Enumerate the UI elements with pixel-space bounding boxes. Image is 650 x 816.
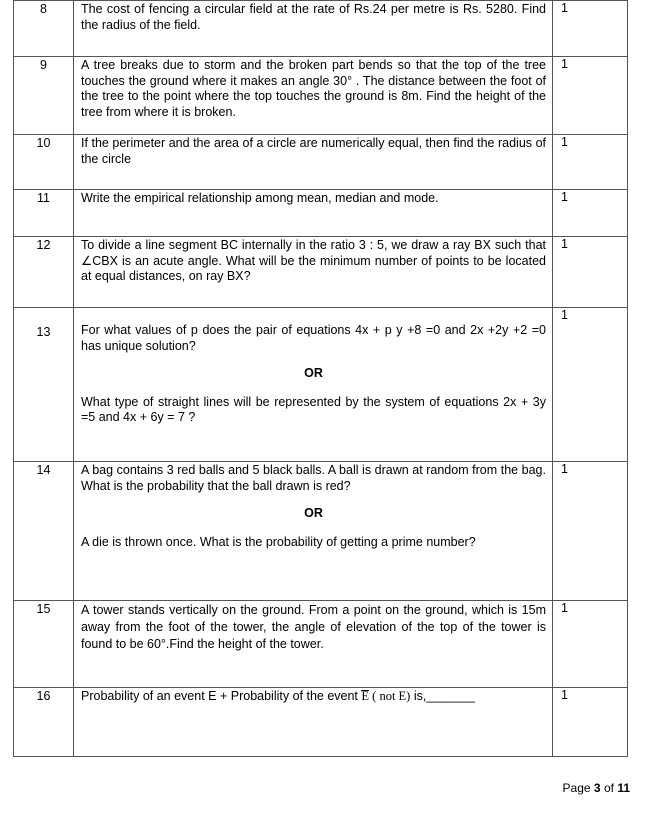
question-row — [14, 308, 628, 462]
questions-table — [13, 0, 628, 757]
question-text — [74, 462, 553, 601]
question-number: 12 — [14, 237, 74, 308]
question-number: 11 — [14, 190, 74, 237]
question-text-part-b: What type of straight lines will be represented by the system of equations 2x + 3y =5 and 4x + 6y = 7 ? — [81, 394, 546, 424]
question-marks: 1 — [553, 190, 628, 237]
question-row — [14, 57, 628, 135]
question-text: The cost of fencing a circular field at the rate of Rs.24 per metre is Rs. 5280. Find the radius of the field. — [74, 1, 553, 57]
question-row — [14, 688, 628, 757]
question-number: 10 — [14, 135, 74, 190]
question-marks: 1 — [553, 237, 628, 308]
question-number: 16 — [14, 688, 74, 757]
question-marks: 1 — [553, 462, 628, 601]
question-marks: 1 — [553, 1, 628, 57]
question-text — [74, 308, 553, 462]
question-row — [14, 601, 628, 688]
e-bar-symbol: E — [361, 689, 370, 703]
question-text: A tree breaks due to storm and the broken part bends so that the top of the tree touches the ground where it makes an angle 30° . The distance between the foot of the tree to the point where the top touches the ground is 8m. Find the height of the tree from where it is broken. — [74, 57, 553, 135]
question-text-part-a: For what values of p does the pair of equations 4x + p y +8 =0 and 2x +2y +2 =0 has unique solution? — [81, 323, 546, 353]
or-separator: OR — [304, 506, 323, 520]
question-row — [14, 135, 628, 190]
question-row — [14, 237, 628, 308]
question-marks: 1 — [553, 688, 628, 757]
question-number: 14 — [14, 462, 74, 601]
question-text: Probability of an event E + Probability of the event E ( not E) is,_______ — [74, 688, 553, 757]
question-marks: 1 — [553, 308, 628, 462]
question-text: A tower stands vertically on the ground. From a point on the ground, which is 15m away from the foot of the tower, the angle of elevation of the top of the tower is found to be 60°.Find the height of the tower. — [74, 601, 553, 688]
question-row — [14, 1, 628, 57]
question-number: 9 — [14, 57, 74, 135]
question-marks: 1 — [553, 57, 628, 135]
question-number: 8 — [14, 1, 74, 57]
question-row — [14, 462, 628, 601]
question-marks: 1 — [553, 601, 628, 688]
question-number: 15 — [14, 601, 74, 688]
question-text: Write the empirical relationship among mean, median and mode. — [74, 190, 553, 237]
page-footer: Page 3 of 11 — [562, 781, 630, 795]
question-text-part-a: A bag contains 3 red balls and 5 black balls. A ball is drawn at random from the bag. What is the probability that the ball drawn is red? — [81, 463, 546, 493]
question-number: 13 — [14, 308, 74, 462]
question-row — [14, 190, 628, 237]
total-pages: 11 — [617, 781, 630, 795]
question-text: To divide a line segment BC internally in the ratio 3 : 5, we draw a ray BX such that ∠CBX is an acute angle. What will be the minimum number of points to be located at equal distances, on ray BX? — [74, 237, 553, 308]
question-marks: 1 — [553, 135, 628, 190]
question-text: If the perimeter and the area of a circle are numerically equal, then find the radius of the circle — [74, 135, 553, 190]
page-number: 3 — [593, 781, 601, 795]
question-text-part-b: A die is thrown once. What is the probability of getting a prime number? — [81, 534, 476, 549]
or-separator: OR — [304, 366, 323, 380]
